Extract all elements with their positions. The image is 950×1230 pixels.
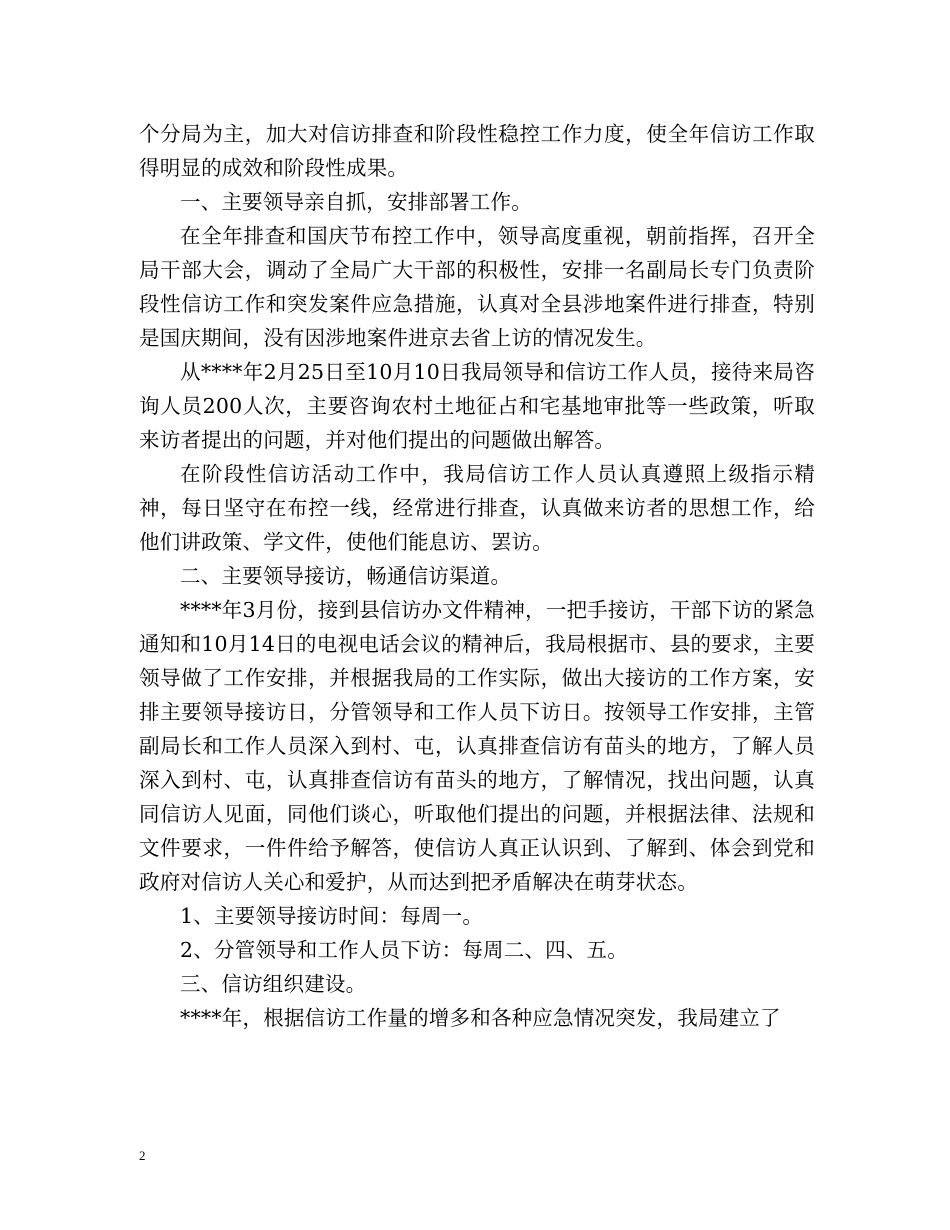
paragraph-6: ****年，根据信访工作量的增多和各种应急情况突发，我局建立了 bbox=[180, 1006, 781, 1030]
list-item-1: 1、主要领导接访时间：每周一。 bbox=[180, 904, 484, 928]
paragraph-3: 从****年2月25日至10月10日我局领导和信访工作人员，接待来局咨询人员200人次，主要咨询农村土地征占和宅基地审批等一些政策，听取来访者提出的问题，并对他们提出的问题做出解答。 bbox=[139, 360, 815, 452]
paragraph-2: 在全年排查和国庆节布控工作中，领导高度重视，朝前指挥，召开全局干部大会，调动了全局广大干部的积极性，安排一名副局长专门负责阶段性信访工作和突发案件应急措施，认真对全县涉地案件进行排查，特别是国庆期间，没有因涉地案件进京去省上访的情况发生。 bbox=[139, 224, 815, 350]
section-heading-1: 一、主要领导亲自抓，安排部署工作。 bbox=[180, 190, 532, 214]
section-heading-3: 三、信访组织建设。 bbox=[180, 972, 367, 996]
document-body bbox=[139, 117, 815, 1035]
paragraph-4: 在阶段性信访活动工作中，我局信访工作人员认真遵照上级指示精神，每日坚守在布控一线，经常进行排查，认真做来访者的思想工作，给他们讲政策、学文件，使他们能息访、罢访。 bbox=[139, 462, 815, 554]
page-number: 2 bbox=[139, 1148, 146, 1163]
section-heading-2: 二、主要领导接访，畅通信访渠道。 bbox=[180, 564, 512, 588]
paragraph-5: ****年3月份，接到县信访办文件精神，一把手接访，干部下访的紧急通知和10月14日的电视电话会议的精神后，我局根据市、县的要求，主要领导做了工作安排，并根据我局的工作实际，做出大接访的工作方案，安排主要领导接访日，分管领导和工作人员下访日。按领导工作安排，主管副局长和工作人员深入到村、屯，认真排查信访有苗头的地方，了解人员深入到村、屯，认真排查信访有苗头的地方，了解情况，找出问题，认真同信访人见面，同他们谈心，听取他们提出的问题，并根据法律、法规和文件要求，一件件给予解答，使信访人真正认识到、了解到、体会到党和政府对信访人关心和爱护，从而达到把矛盾解决在萌芽状态。 bbox=[139, 598, 815, 894]
list-item-2: 2、分管领导和工作人员下访：每周二、四、五。 bbox=[180, 938, 628, 962]
paragraph-1: 个分局为主，加大对信访排查和阶段性稳控工作力度，使全年信访工作取得明显的成效和阶段性成果。 bbox=[139, 122, 815, 180]
